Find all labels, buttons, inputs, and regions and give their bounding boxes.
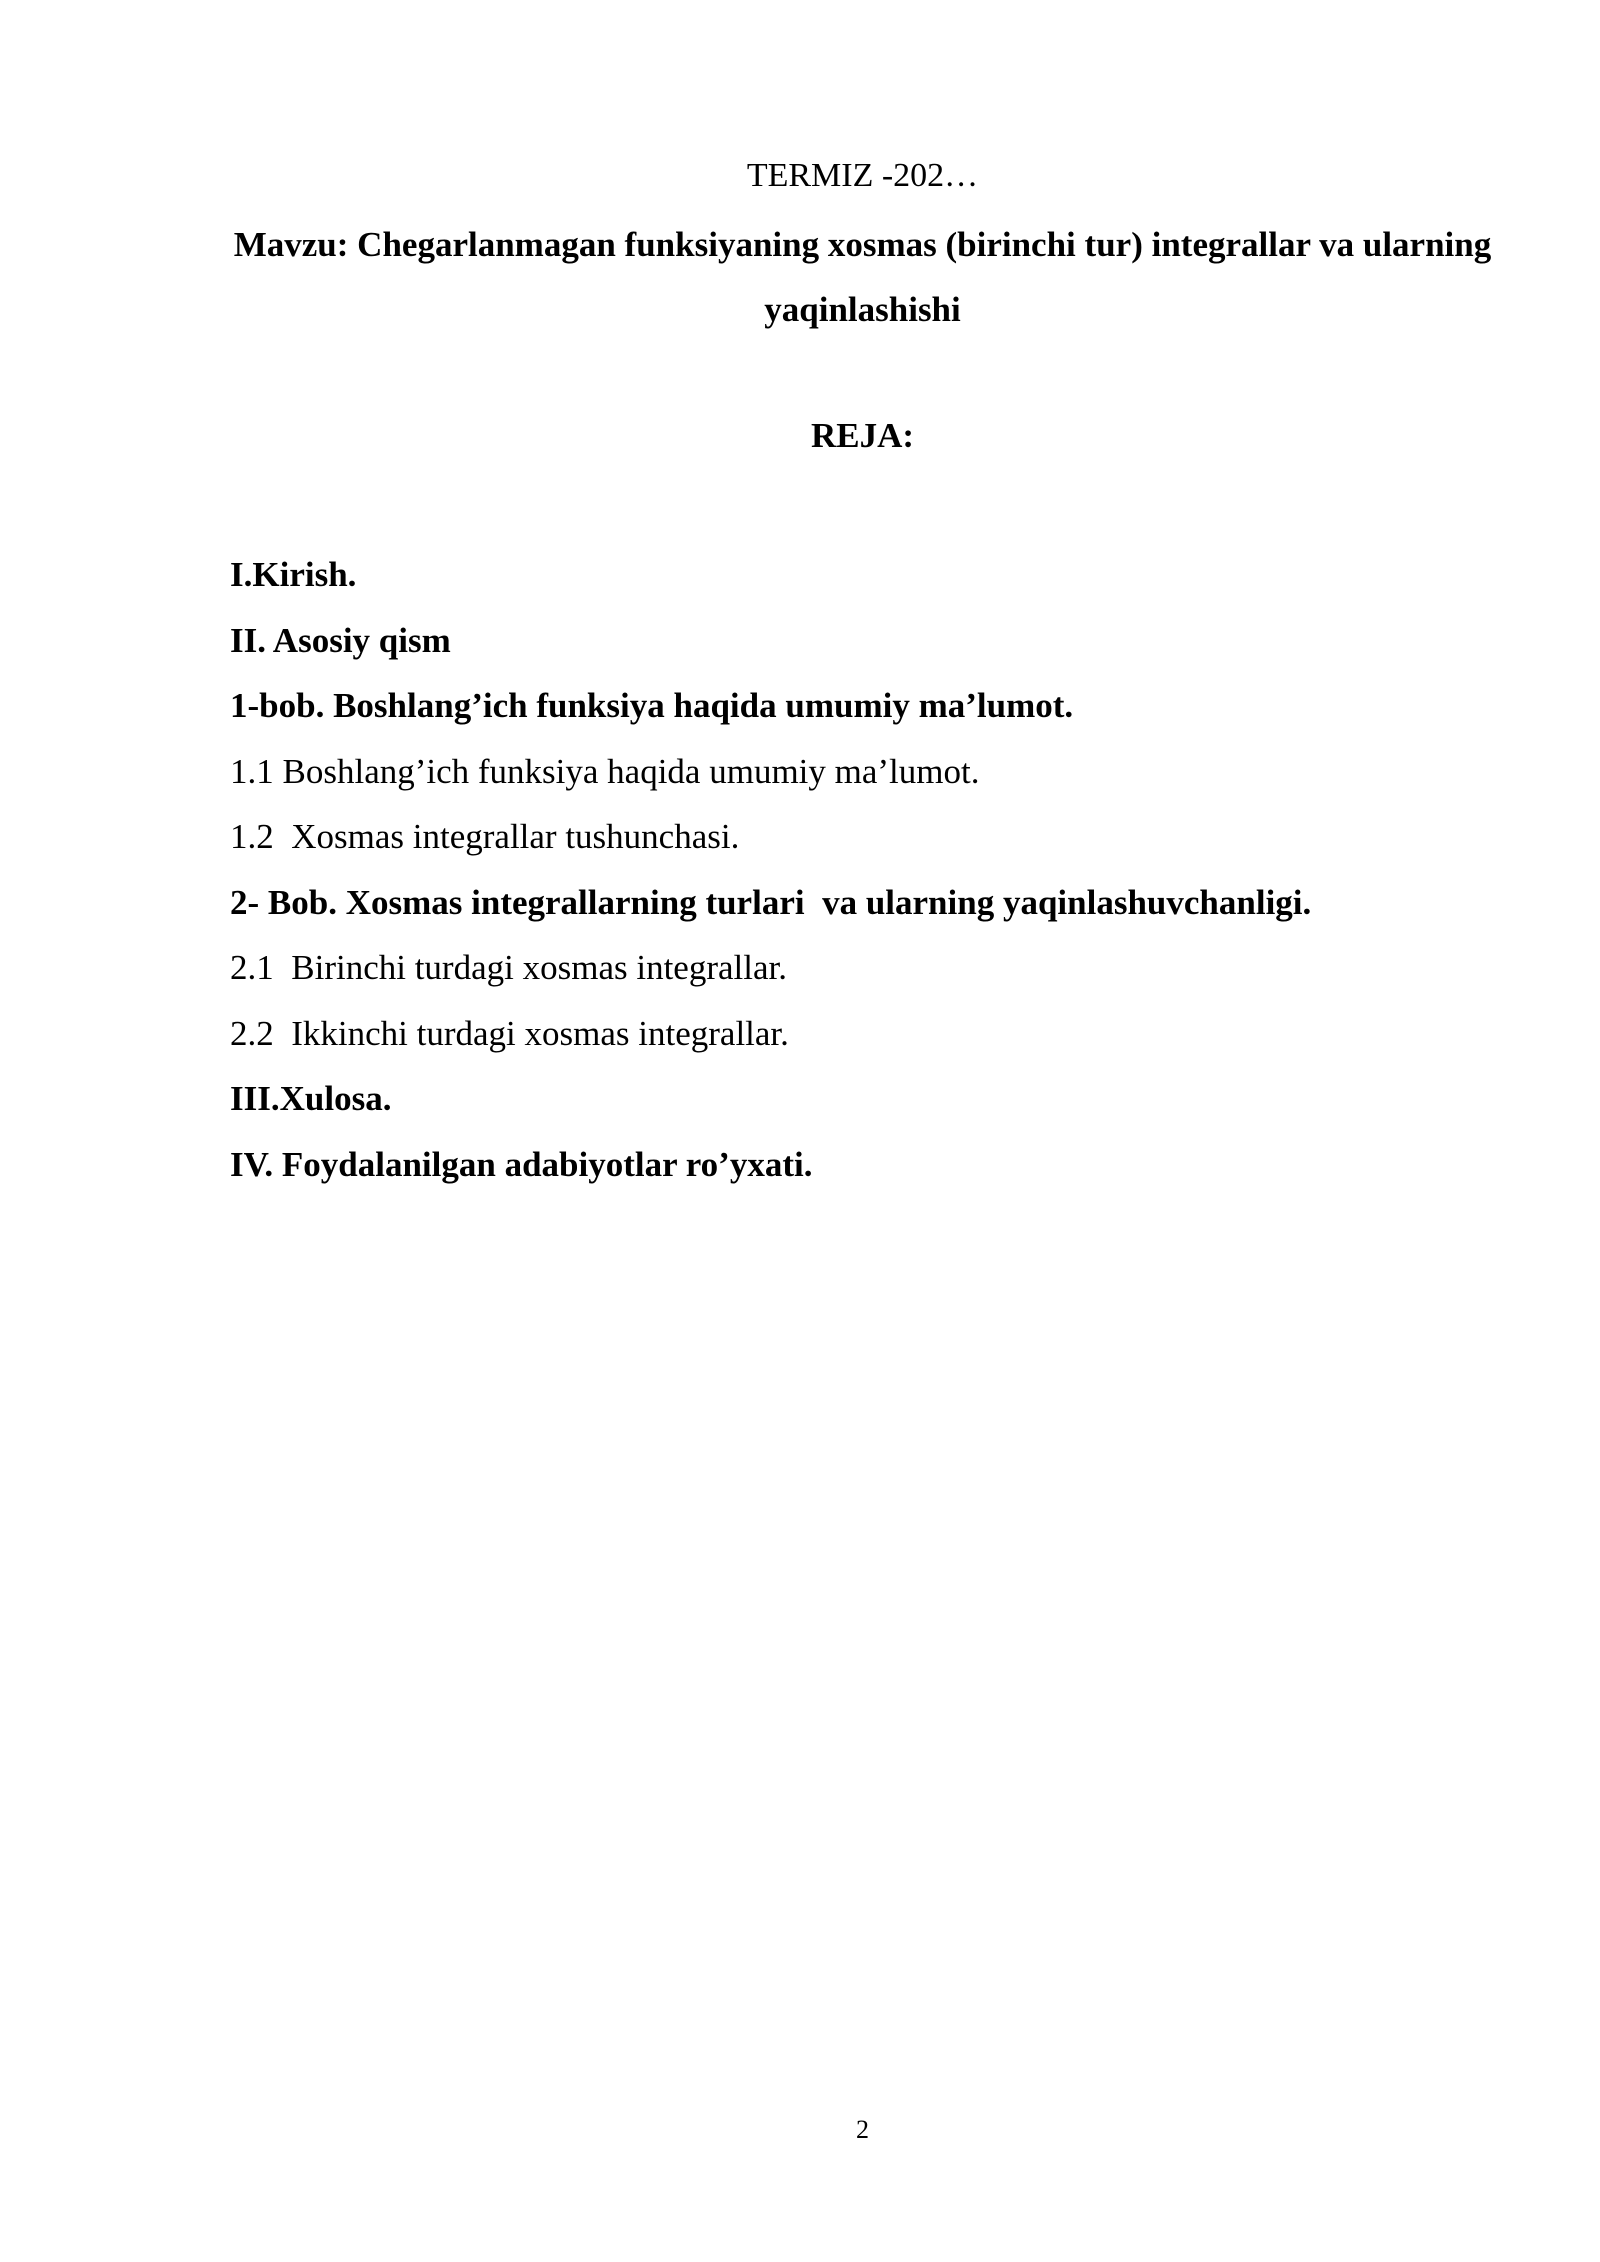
plan-item-main-part: II. Asosiy qism xyxy=(230,620,451,660)
plan-heading: REJA: xyxy=(810,416,915,455)
plan-item-section-2-2: 2.2 Ikkinchi turdagi xosmas integrallar. xyxy=(230,1013,789,1053)
plan-item-chapter-1: 1-bob. Boshlang’ich funksiya haqida umumiy ma’lumot. xyxy=(230,686,1074,725)
plan-item-introduction: I.Kirish. xyxy=(230,555,357,594)
page-number: 2 xyxy=(856,2115,869,2144)
plan-item-section-2-1: 2.1 Birinchi turdagi xosmas integrallar. xyxy=(230,948,787,987)
plan-list xyxy=(230,542,1495,1197)
plan-item-chapter-2: 2- Bob. Xosmas integrallarning turlari va ularning yaqinlashuvchanligi. xyxy=(230,882,1312,922)
plan-item-section-1-2: 1.2 Xosmas integrallar tushunchasi. xyxy=(230,817,740,856)
city-year-line: TERMIZ -202… xyxy=(746,157,979,194)
topic-title: Mavzu: Chegarlanmagan funksiyaning xosmas (birinchi tur) integrallar va ularning yaqinlashishi xyxy=(233,225,1492,329)
plan-item-references: IV. Foydalanilgan adabiyotlar ro’yxati. xyxy=(230,1144,813,1184)
plan-item-section-1-1: 1.1 Boshlang’ich funksiya haqida umumiy ma’lumot. xyxy=(230,751,980,791)
plan-item-conclusion: III.Xulosa. xyxy=(230,1079,392,1118)
